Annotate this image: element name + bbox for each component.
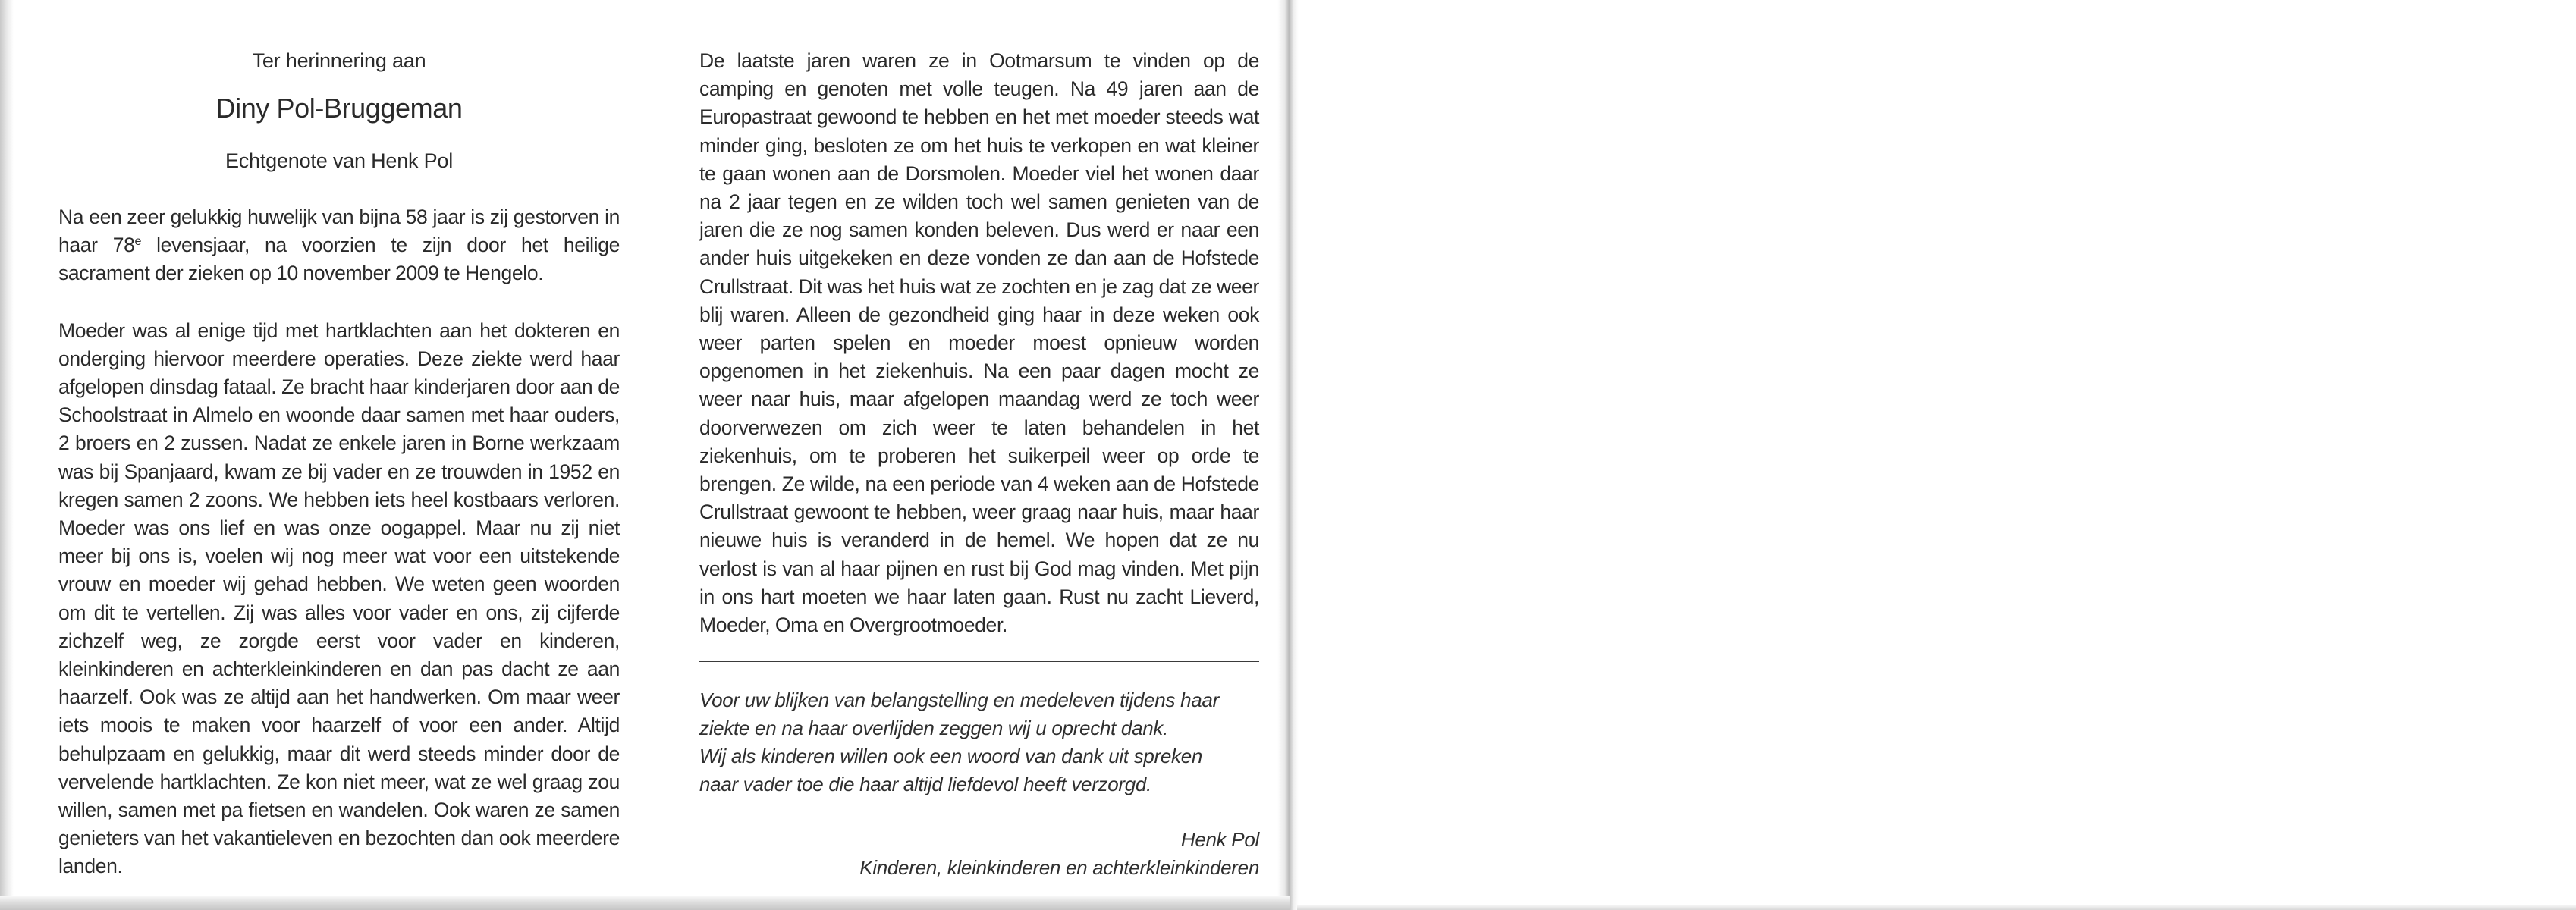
back-cover-page <box>1296 0 2576 910</box>
bottom-edge-left <box>0 896 1290 910</box>
thanks-message <box>699 686 1259 799</box>
bottom-edge-right <box>1297 905 2576 910</box>
thanks-line: Voor uw blijken van belangstelling en medeleven tijdens haar <box>699 689 1219 712</box>
signature-henk-pol: Henk Pol <box>1180 828 1259 852</box>
thanks-line: Wij als kinderen willen ook een woord van dank uit spreken <box>699 745 1203 768</box>
life-story-paragraph: Moeder was al enige tijd met hartklachten aan het dokteren en onderging hiervoor meerdere operaties. Deze ziekte werd haar afgelopen dinsdag fataal. Ze bracht haar kinderjaren door aan de Schoolstraat in Almelo en woonde daar samen met haar ouders, 2 broers en 2 zussen. Nadat ze enkele jaren in Borne werkzaam was bij Spanjaard, kwam ze bij vader en ze trouwden in 1952 en kregen samen 2 zoons. We hebben iets heel kostbaars verloren. Moeder was ons lief en was onze oogappel. Maar nu zij niet meer bij ons is, voelen wij nog meer wat voor een uitstekende vrouw en moeder wij gehad hebben. We weten geen woorden om dit te vertellen. Zij was alles voor vader en ons, zij cijferde zichzelf weg, ze zorgde eerst voor vader en kinderen, kleinkinderen en achterkleinkinderen en dan pas dacht ze aan haarzelf. Ook was ze altijd aan het handwerken. Om maar weer iets moois te maken voor haarzelf of voor een ander. Altijd behulpzaam en gelukkig, maar dit werd steeds minder door de vervelende hartklachten. Ze kon niet meer, wat ze wel graag zou willen, samen met pa fietsen en wandelen. Ook waren ze samen genieters van het vakantieleven en bezochten dan ook meerdere landen. <box>58 318 620 878</box>
remembrance-heading: Ter herinnering aan <box>252 49 426 72</box>
right-text-column <box>699 47 1259 882</box>
left-page-edge <box>0 0 14 910</box>
deceased-name: Diny Pol-Bruggeman <box>215 93 463 124</box>
signature-family: Kinderen, kleinkinderen en achterkleinkinderen <box>859 856 1259 880</box>
ordinal-superscript: e <box>134 235 142 249</box>
life-story-continuation: De laatste jaren waren ze in Ootmarsum te vinden op de camping en genoten met volle teugen. Na 49 jaren aan de Europastraat gewoond te hebben en het met moeder steeds wat minder ging, besloten ze om het huis te verkopen en wat kleiner te gaan wonen aan de Dorsmolen. Moeder viel het wonen daar na 2 jaar tegen en ze wilden toch wel samen genieten van de jaren die ze nog samen konden beleven. Dus werd er naar een ander huis uitgekeken en deze vonden ze dan aan de Hofstede Crullstraat. Dit was het huis wat ze zochten en je zag dat ze weer blij waren. Alleen de gezondheid ging haar in deze weken ook weer parten spelen en moeder moest opnieuw worden opgenomen in het ziekenhuis. Na een paar dagen mocht ze weer naar huis, maar afgelopen maandag werd ze toch weer doorverwezen om zich weer te laten behandelen in het ziekenhuis, om te proberen het suikerpeil weer op orde te brengen. Ze wilde, na een periode van 4 weken aan de Hofstede Crullstraat gewoont te hebben, weer graag naar huis, maar haar nieuwe huis is veranderd in de hemel. We hopen dat ze nu verlost is van al haar pijnen en rust bij God mag vinden. Met pijn in ons hart moeten we haar laten gaan. Rust nu zacht Lieverd, Moeder, Oma en Overgrootmoeder. <box>699 49 1259 637</box>
section-divider <box>699 661 1259 662</box>
inner-text-page <box>0 0 1296 902</box>
intro-text-start: Na een zeer gelukkig huwelijk van bijna 58 jaar is zij gestorven in haar 78 <box>58 206 620 257</box>
intro-text-end: levensjaar, na voorzien te zijn door het heilige sacrament der zieken op 10 november 2009 te Hengelo. <box>58 234 620 285</box>
intro-paragraph <box>58 203 620 288</box>
left-text-column <box>58 47 620 881</box>
spouse-line: Echtgenote van Henk Pol <box>225 149 454 172</box>
thanks-line: ziekte en na haar overlijden zeggen wij u oprecht dank. <box>699 717 1169 740</box>
card-fold <box>1277 0 1299 910</box>
thanks-line: naar vader toe die haar altijd liefdevol heeft verzorgd. <box>699 773 1152 796</box>
family-signatures <box>699 826 1259 882</box>
